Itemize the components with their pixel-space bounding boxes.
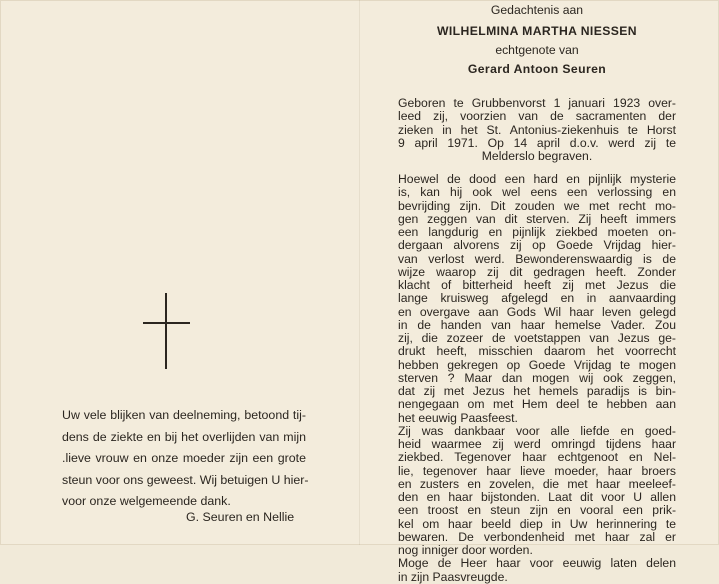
body-line: dergaan alvorens zij op Goede Vrijdag hier- — [398, 238, 676, 253]
body-line: drukt heeft, misschien daarom het voorrecht — [398, 344, 676, 359]
body-line: heid waarmee zij werd omringd tijdens haar — [398, 437, 676, 451]
body-line: en overgave aan Gods Wil haar leven gelegd — [398, 304, 676, 319]
spouse-name: Gerard Antoon Seuren — [467, 62, 607, 76]
body-line: gen zeggen van dit sterven. Zij heeft immers — [398, 211, 676, 226]
bio-line: zieken in het St. Antonius-ziekenhuis te Horst — [398, 122, 676, 137]
thanks-line: steun voor ons geweest. Wij betuigen U hier- — [62, 472, 309, 487]
body-line: lie, tegenover haar lieve moeder, haar broers — [398, 463, 676, 478]
bio-line: Melderslo begraven. — [481, 149, 593, 164]
body-line: zij, die zozeer de voetstappen van Jezus ge- — [398, 331, 676, 345]
body-line: wijze waarop zij dit gedragen heeft. Zonder — [398, 264, 676, 279]
body-line: nog inniger door worden. — [398, 543, 533, 557]
cross-icon — [143, 293, 190, 369]
bio-line: leed zij, voorzien van de sacramenten der — [398, 109, 676, 124]
thanks-text — [62, 405, 309, 513]
body-line: is, kan hij ook wel eens een verlossing en — [398, 185, 676, 200]
body-line: een langdurig en pijnlijk ziekbed moeten on- — [398, 225, 676, 239]
body-line: nengegaan om met Hem deel te hebben aan — [398, 397, 676, 412]
body-line: in zijn Paasvreugde. — [398, 569, 508, 584]
body-line: klacht of bitterheid heeft zij met Jezus die — [398, 278, 676, 292]
body-line: het eeuwig Paasfeest. — [398, 410, 518, 425]
spouse-of-label: echtgenote van — [495, 43, 579, 57]
thanks-line: voor onze welgemeende dank. — [62, 494, 231, 508]
in-memory-heading: Gedachtenis aan — [490, 3, 584, 17]
body-line: bevrijding zijn. Dit zouden we met recht mo- — [398, 198, 676, 213]
body-line: ziekbed. Tegenover haar echtgenoot en Nel- — [398, 450, 676, 465]
body-line: kel om haar beeld diep in Uw herinnering te — [398, 516, 676, 531]
thanks-line: dens de ziekte en bij het overlijden van mijn — [62, 429, 306, 444]
memorial-text — [398, 173, 676, 584]
body-line: sterven ? Maar dan mogen wij ook zeggen, — [398, 370, 676, 385]
thanks-line: .lieve vrouw en onze moeder zijn een grote — [62, 451, 306, 465]
body-line: Hoewel de dood een hard en pijnlijk mysterie — [398, 172, 676, 186]
bio-line: Geboren te Grubbenvorst 1 januari 1923 over- — [398, 96, 676, 110]
body-line: Moge de Heer haar voor eeuwig laten delen — [398, 556, 676, 571]
thanks-line: Uw vele blijken van deelneming, betoond tij- — [62, 408, 306, 422]
body-line: een troost en steun zijn en vooral een prik- — [398, 503, 676, 518]
body-line: bewaren. De verbondenheid met haar zal er — [398, 529, 676, 544]
body-line: van verlost werd. Bewonderenswaardig is de — [398, 251, 676, 266]
bio-line: 9 april 1971. Op 14 april d.o.v. werd zij te — [398, 135, 676, 150]
body-line: lange kruisweg afgelegd en in aanvaarding — [398, 291, 676, 306]
body-line: hebben gekregen op Goede Vrijdag te mogen — [398, 357, 676, 372]
body-line: dat zij met Jezus het hemels paradijs is bin- — [398, 384, 676, 398]
deceased-name: WILHELMINA MARTHA NIESSEN — [436, 24, 638, 38]
body-line: den en haar bijstonden. Laat dit voor U allen — [398, 490, 676, 504]
body-line: en zusters en zovelen, die met haar meeleef- — [398, 476, 676, 491]
signature: G. Seuren en Nellie — [186, 510, 295, 524]
body-line: in de handen van haar hemelse Vader. Zou — [398, 317, 676, 332]
card-fold — [359, 0, 360, 545]
biography-paragraph — [398, 97, 676, 163]
body-line: Zij was dankbaar voor alle liefde en goed- — [398, 423, 676, 438]
